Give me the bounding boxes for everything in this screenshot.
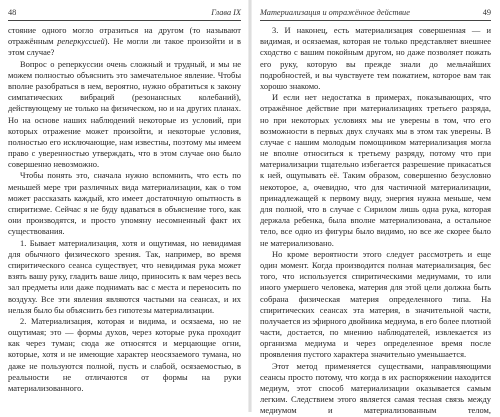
paragraph: И если нет недостатка в примерах, показывающих, что отражённое действие при материализациях третьего разряда, но при некоторых условиях мы не уверены в том, что его возможности в первых двух случаях мы в этом так уверены. В случае с нашим молодым помощником материализация могла не вполне относиться к третьему разряду, потому что при материализации тщательно избегается разрешение прикасаться к ней, ощупывать её. Таким образом, совершенно безусловно некоторое, а, очевидно, что для частичной материализации, принадлежащей к первому виду, энергия нужна меньше, чем для полной, что в случае с Сирилом лишь одна рука, которая держала ребенка, была вполне материализована, а остальное тело, все одно из фигуры было видимо, но все же скорее было не материализовано. (260, 92, 491, 248)
right-page (250, 0, 500, 416)
paragraph: Этот метод применяется существами, направляющими сеансы просто потому, что когда в их распоряжении находится медиум, этот способ материализации оказывается самым легким. Следствием этого является самая тесная связь между медиумом и материализованным телом, (260, 360, 491, 416)
paragraph: Чтобы понять это, сначала нужно вспомнить, что есть по меньшей мере три различных вида материализации, как о том может рассказать каждый, кто имеет достаточную опытность в спиритизме. Сейчас я не буду вдаваться в объяснение того, как они производятся, и просто упомяну несомненный факт их существования. (8, 170, 241, 237)
right-running-head (260, 8, 491, 21)
left-page-text (8, 25, 241, 394)
right-page-number: 49 (482, 8, 491, 17)
left-running-head (8, 8, 241, 21)
paragraph: 1. Бывает материализация, хотя и ощутимая, но невидимая для обычного физического зрения. Так, например, во время спиритического сеанса существует, что невидимая рука может взять вашу руку, гладить ваше лицо, приносить к вам через весь зал предметы или даже поднимать вас с места и переносить по воздуху. Все эти явления являются частыми на сеансах, и их нельзя было бы объяснить без гипотезы материализации. (8, 237, 241, 315)
left-page-number: 48 (8, 8, 17, 17)
right-running-title: Материализация и отражённое действие (260, 8, 410, 17)
left-running-title: Глава IX (211, 8, 241, 17)
left-page (0, 0, 250, 412)
paragraph: Но кроме вероятности этого следует рассмотреть и еще один момент. Когда производится полная материализация, бес того, что используется спиритическими медиумами, то или иного умершего человека, материя для этой цели должна быть собрана физическая материя определенного типа. На спиритических сеансах эта материя, в значительной части, получается из эфирного двойника медиума, в его более плотной части, достается, по мнению наблюдателей, извлекается из организма медиума и через определенное время после проявления пустого характера значительно уменьшается. (260, 248, 491, 360)
paragraph: 3. И наконец, есть материализация совершенная — и видимая, и осязаемая, которая не только представляет внешнее сходство с вашим покойным другом, но даже позволяет пожать его руку, которую вы прежде знали до мельчайших подробностей, и вы чувствуете тем пожатием, которое вам так хорошо знакомо. (260, 25, 491, 91)
paragraph: 2. Материализация, которая и видима, и осязаема, но не ощутимая; это — формы духов, через которые рука проходит как через туман; сюда же относятся и мерцающие огни, которые, хотя и не имеющие характер неосязаемого тумана, но даже не пользуются полной, пусть и слабой, осязаемостью, в реальности не отличаются от формы на руки материализованного. (8, 315, 241, 393)
paragraph: Вопрос о реперкуссии очень сложный и трудный, и мы не можем полностью объяснить это замечательное явление. Чтобы вполне разобраться в нем, вероятно, нужно обратиться к закону симпатических вибраций (резонансных колебаний), действующему не только на физическом, но и на других планах. Но на основе наших наблюдений некоторые из условий, при которых отражение может произойти, и некоторые условия, полностью его исключающие, нам известны, поэтому мы имеем право с уверенностью утверждать, что в этом случае оно было совершенно невозможно. (8, 58, 241, 170)
paragraph: стояние одного могло отразиться на другом (то называют отражённым реперкуссией). Не могли ли такое произойти и в этом случае? (8, 25, 241, 58)
right-page-text (260, 25, 491, 417)
